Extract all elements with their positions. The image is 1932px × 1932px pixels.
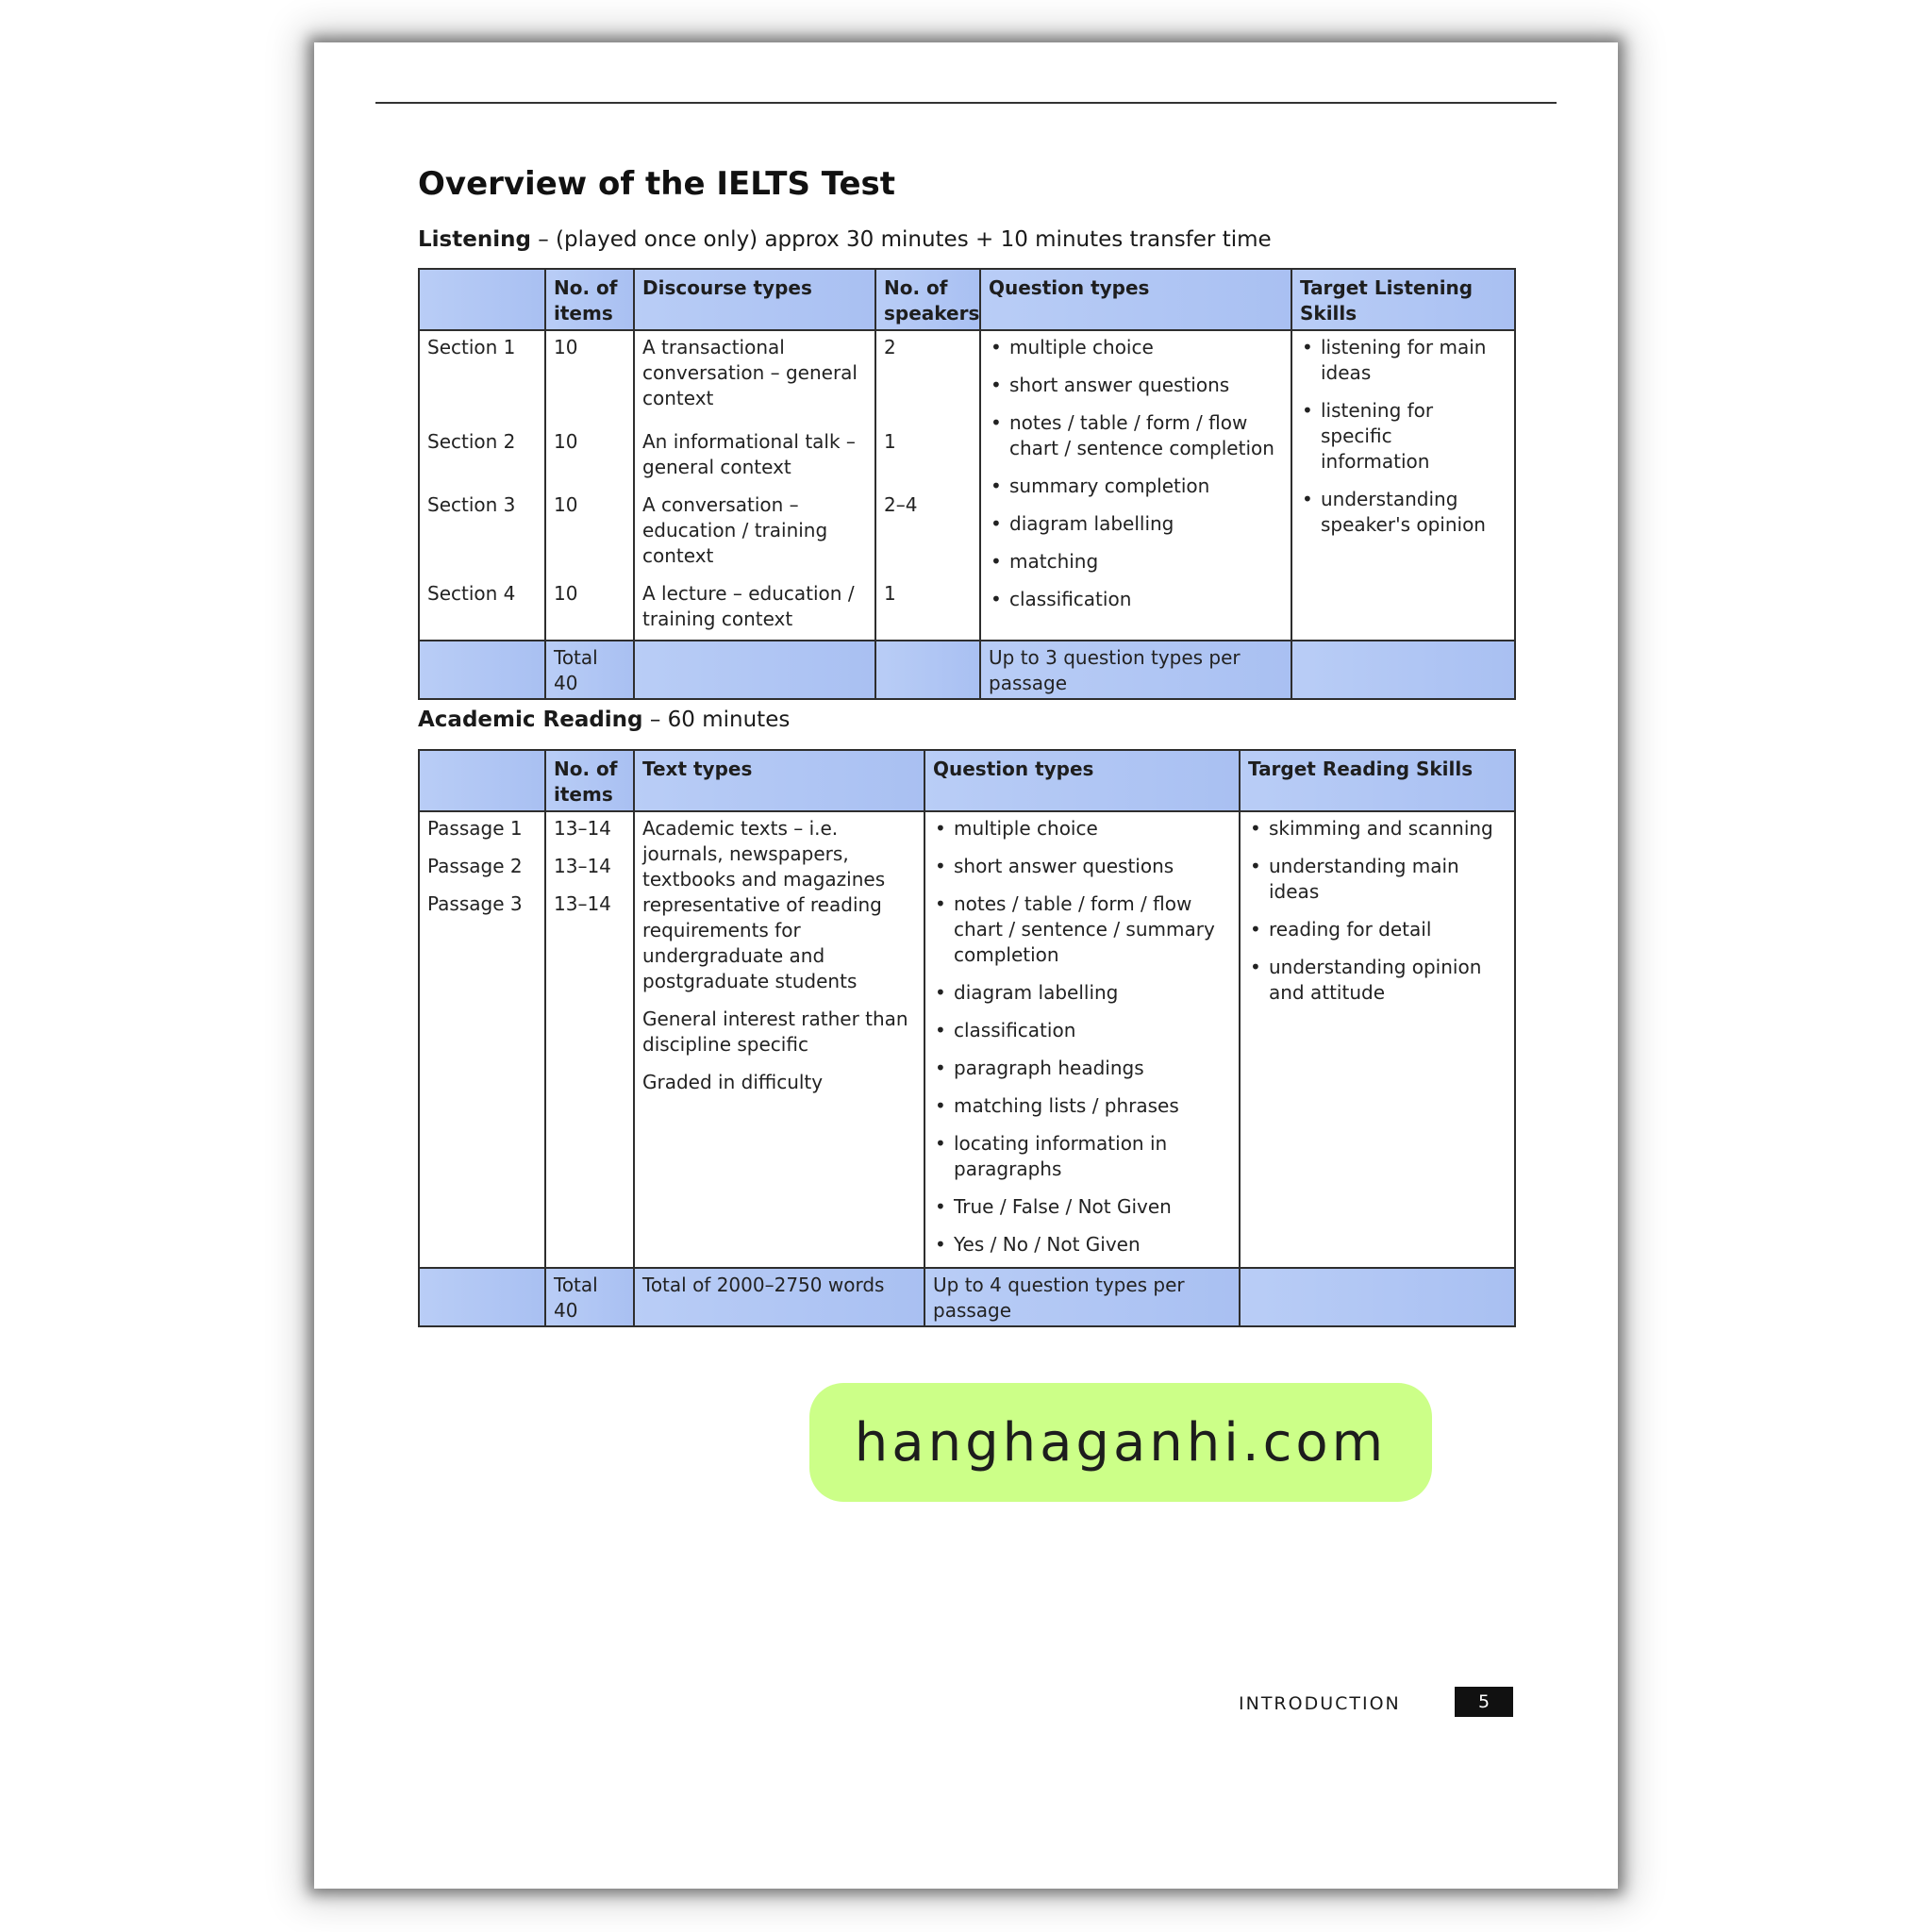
section-name: Section 2 (419, 425, 545, 489)
page-number: 5 (1455, 1687, 1513, 1717)
table-row (419, 330, 1515, 425)
list-item: • short answer questions (933, 854, 1231, 879)
list-item: • paragraph headings (933, 1056, 1231, 1081)
section-items: 10 (545, 489, 634, 577)
list-item: • listening for specific information (1300, 398, 1507, 475)
section-name: Section 1 (419, 330, 545, 425)
listening-header-skills: Target Listening Skills (1291, 269, 1515, 330)
listening-question-note: Up to 3 question types per passage (980, 641, 1291, 699)
passage-items: 13–14 (554, 817, 611, 840)
list-item: • understanding opinion and attitude (1248, 955, 1507, 1006)
list-item: • skimming and scanning (1248, 816, 1507, 841)
reading-subheading (418, 708, 790, 732)
listening-label: Listening (418, 227, 531, 252)
list-item: • diagram labelling (933, 980, 1231, 1006)
section-discourse: An informational talk – general context (634, 425, 875, 489)
text-type: Academic texts – i.e. journals, newspapers, textbooks and magazines representative of reading requirements for undergraduate and postgraduate students (642, 817, 886, 992)
section-discourse: A transactional conversation – general context (634, 330, 875, 425)
reading-header-skills: Target Reading Skills (1240, 750, 1515, 811)
list-item: • Yes / No / Not Given (933, 1232, 1231, 1257)
reading-total-row (419, 1268, 1515, 1326)
text-type: General interest rather than discipline specific (642, 1008, 908, 1056)
passage-items: 13–14 (554, 892, 611, 915)
section-name: Section 3 (419, 489, 545, 577)
section-speakers: 2 (875, 330, 980, 425)
list-item: • diagram labelling (989, 511, 1283, 537)
listening-subheading (418, 227, 1272, 252)
table-row (419, 811, 1515, 1268)
listening-question-types-cell (980, 330, 1291, 641)
reading-total: Total 40 (545, 1268, 634, 1326)
list-item: • multiple choice (933, 816, 1231, 841)
list-item: • matching (989, 549, 1283, 575)
section-discourse: A lecture – education / training context (634, 577, 875, 641)
reading-detail: – 60 minutes (642, 708, 791, 732)
passage-items-cell (545, 811, 634, 1268)
list-item: • listening for main ideas (1300, 335, 1507, 386)
list-item: • notes / table / form / flow chart / sentence completion (989, 410, 1283, 461)
footer-section-label: INTRODUCTION (1239, 1693, 1401, 1714)
section-speakers: 1 (875, 425, 980, 489)
listening-header-row (419, 269, 1515, 330)
text-type: Graded in difficulty (642, 1071, 824, 1093)
footer-blank (1291, 641, 1515, 699)
passage-name: Passage 2 (427, 855, 523, 877)
list-item: • matching lists / phrases (933, 1093, 1231, 1119)
footer-blank (419, 641, 545, 699)
list-item: • classification (933, 1018, 1231, 1043)
listening-header-question-types: Question types (980, 269, 1291, 330)
section-items: 10 (545, 330, 634, 425)
list-item: • understanding speaker's opinion (1300, 487, 1507, 538)
listening-header-items: No. of items (545, 269, 634, 330)
passage-names-cell (419, 811, 545, 1268)
list-item: • understanding main ideas (1248, 854, 1507, 905)
reading-label: Academic Reading (418, 708, 643, 732)
section-items: 10 (545, 577, 634, 641)
reading-header-items: No. of items (545, 750, 634, 811)
passage-name: Passage 1 (427, 817, 523, 840)
listening-header-blank (419, 269, 545, 330)
text-types-cell (634, 811, 924, 1268)
section-speakers: 1 (875, 577, 980, 641)
reading-header-row (419, 750, 1515, 811)
listening-total-row (419, 641, 1515, 699)
list-item: • reading for detail (1248, 917, 1507, 942)
footer-blank (634, 641, 875, 699)
listening-skills-cell (1291, 330, 1515, 641)
list-item: • True / False / Not Given (933, 1194, 1231, 1220)
reading-question-types-cell (924, 811, 1240, 1268)
section-name: Section 4 (419, 577, 545, 641)
reading-header-question-types: Question types (924, 750, 1240, 811)
reading-table (418, 749, 1516, 1327)
passage-name: Passage 3 (427, 892, 523, 915)
document-page (314, 42, 1618, 1889)
watermark-badge: hanghaganhi.com (809, 1383, 1432, 1502)
list-item: • locating information in paragraphs (933, 1131, 1231, 1182)
reading-skills-cell (1240, 811, 1515, 1268)
reading-total-words: Total of 2000–2750 words (634, 1268, 924, 1326)
reading-header-blank (419, 750, 545, 811)
listening-header-speakers: No. of speakers (875, 269, 980, 330)
list-item: • short answer questions (989, 373, 1283, 398)
reading-header-text-types: Text types (634, 750, 924, 811)
section-speakers: 2–4 (875, 489, 980, 577)
listening-header-discourse: Discourse types (634, 269, 875, 330)
listening-total: Total 40 (545, 641, 634, 699)
footer-blank (875, 641, 980, 699)
section-discourse: A conversation – education / training context (634, 489, 875, 577)
listening-detail: – (played once only) approx 30 minutes + 10 minutes transfer time (530, 227, 1272, 252)
top-rule (375, 102, 1557, 104)
page-title: Overview of the IELTS Test (418, 165, 896, 203)
passage-items: 13–14 (554, 855, 611, 877)
section-items: 10 (545, 425, 634, 489)
reading-question-note: Up to 4 question types per passage (924, 1268, 1240, 1326)
list-item: • multiple choice (989, 335, 1283, 360)
list-item: • notes / table / form / flow chart / sentence / summary completion (933, 891, 1231, 968)
footer-blank (419, 1268, 545, 1326)
listening-table (418, 268, 1516, 700)
footer-blank (1240, 1268, 1515, 1326)
list-item: • classification (989, 587, 1283, 612)
list-item: • summary completion (989, 474, 1283, 499)
